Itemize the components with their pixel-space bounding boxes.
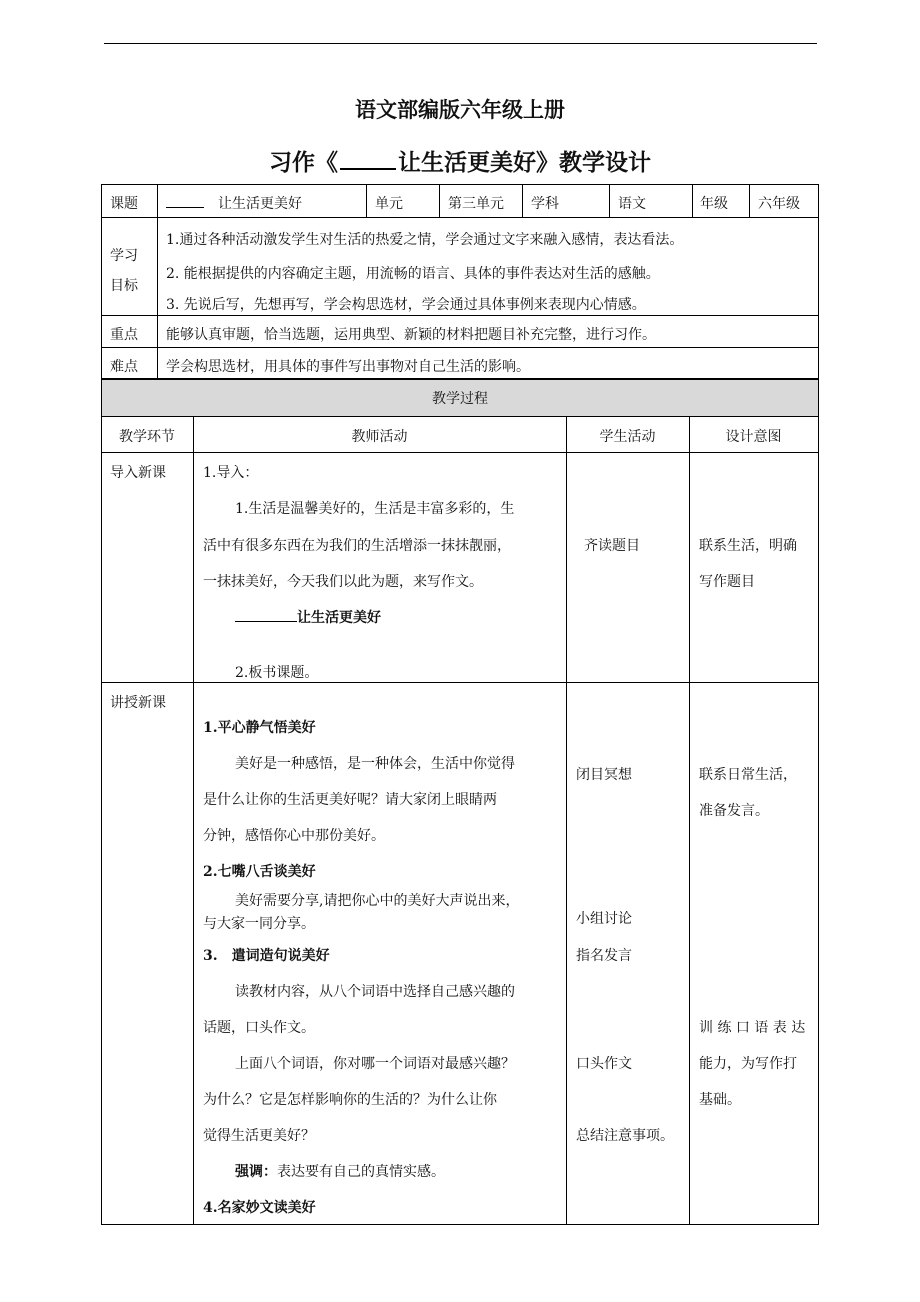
title-suffix: 让生活更美好》教学设计	[398, 149, 651, 176]
intent-b2: 能力，为写作打	[699, 1056, 797, 1072]
document-title	[0, 144, 920, 177]
topic-value	[166, 193, 302, 213]
intro-line-6: 2.板书课题。	[235, 665, 319, 681]
col-header-stage: 教学环节	[119, 429, 175, 445]
process-header: 教学过程	[432, 391, 488, 407]
new-p1b: 是什么让你的生活更美好呢？请大家闭上眼睛两	[203, 792, 497, 808]
new-p3a: 读教材内容，从八个词语中选择自己感兴趣的	[235, 984, 515, 1000]
key-point-label: 重点	[110, 327, 138, 343]
intro-topic: 让生活更美好	[297, 610, 381, 626]
intro-student: 齐读题目	[584, 538, 640, 554]
topic-blank	[166, 195, 204, 208]
new-heading-2: 2.七嘴八舌谈美好	[203, 864, 316, 880]
intent-b1: 训 练 口 语 表 达	[699, 1020, 806, 1036]
goals-label-2: 目标	[110, 278, 138, 294]
col-header-teacher: 教师活动	[351, 429, 408, 445]
stage-new: 讲授新课	[110, 695, 166, 711]
grade-value: 六年级	[758, 196, 800, 212]
intro-line-2: 1.生活是温馨美好的，生活是丰富多彩的，生	[235, 501, 515, 517]
unit-value: 第三单元	[448, 196, 504, 212]
intro-line-4: 一抹抹美好，今天我们以此为题，来写作文。	[203, 574, 483, 590]
document-supertitle: 语文部编版六年级上册	[355, 97, 565, 122]
goal-item-1: 1.通过各种活动激发学生对生活的热爱之情，学会通过文字来融入感情，表达看法。	[166, 232, 684, 248]
new-p1c: 分钟，感悟你心中那份美好。	[203, 828, 385, 844]
student-s1: 闭目冥想	[576, 767, 632, 783]
student-s3: 指名发言	[576, 948, 632, 964]
grade-label: 年级	[700, 196, 728, 212]
col-header-student: 学生活动	[599, 429, 656, 445]
col-header-intent: 设计意图	[725, 429, 782, 445]
intent-a1: 联系日常生活，	[699, 767, 797, 783]
new-p3e: 觉得生活更美好？	[203, 1128, 315, 1144]
stage-intro: 导入新课	[110, 465, 166, 481]
intro-line-1: 1.导入：	[203, 465, 259, 481]
difficulty-label: 难点	[110, 359, 138, 375]
subject-label: 学科	[531, 196, 559, 212]
intro-line-5	[235, 607, 381, 627]
difficulty-text: 学会构思选材，用具体的事件写出事物对自己生活的影响。	[166, 359, 530, 375]
header-rule	[104, 43, 817, 44]
goal-item-3: 3. 先说后写，先想再写，学会构思选材，学会通过具体事例来表现内心情感。	[166, 297, 646, 313]
intent-a2: 准备发言。	[699, 803, 769, 819]
new-heading-4: 4.名家妙文读美好	[203, 1200, 316, 1216]
new-p2b: 与大家一同分享。	[203, 916, 315, 932]
key-point-text: 能够认真审题，恰当选题，运用典型、新颖的材料把题目补充完整，进行习作。	[166, 327, 656, 343]
new-heading-1: 1.平心静气悟美好	[203, 720, 316, 736]
subject-value: 语文	[618, 196, 646, 212]
student-s2: 小组讨论	[576, 911, 632, 927]
new-p3d: 为什么？它是怎样影响你的生活的？为什么让你	[203, 1092, 497, 1108]
emphasis-label: 强调：	[235, 1164, 277, 1180]
intro-line-3: 活中有很多东西在为我们的生活增添一抹抹靓丽，	[203, 538, 511, 554]
new-p3c: 上面八个词语，你对哪一个词语对最感兴趣？	[235, 1056, 515, 1072]
goals-label-1: 学习	[110, 248, 138, 264]
title-blank	[340, 150, 396, 170]
intro-blank	[235, 607, 297, 622]
unit-label: 单元	[375, 196, 403, 212]
new-p3b: 话题，口头作文。	[203, 1020, 315, 1036]
new-emphasis	[235, 1161, 445, 1181]
emphasis-text: 表达要有自己的真情实感。	[277, 1164, 445, 1180]
student-s4: 口头作文	[576, 1056, 632, 1072]
intro-intent-1: 联系生活，明确	[699, 538, 797, 554]
topic-label: 课题	[110, 196, 138, 212]
student-s5: 总结注意事项。	[576, 1128, 674, 1144]
intent-b3: 基础。	[699, 1092, 741, 1108]
topic-text: 让生活更美好	[218, 196, 302, 212]
intro-intent-2: 写作题目	[699, 574, 755, 590]
title-prefix: 习作《	[269, 149, 338, 176]
goal-item-2: 2. 能根据提供的内容确定主题，用流畅的语言、具体的事件表达对生活的感触。	[166, 266, 660, 282]
new-p2a: 美好需要分享,请把你心中的美好大声说出来，	[235, 893, 520, 909]
new-heading-3: 3. 遣词造句说美好	[203, 948, 330, 964]
new-p1a: 美好是一种感悟，是一种体会，生活中你觉得	[235, 756, 515, 772]
